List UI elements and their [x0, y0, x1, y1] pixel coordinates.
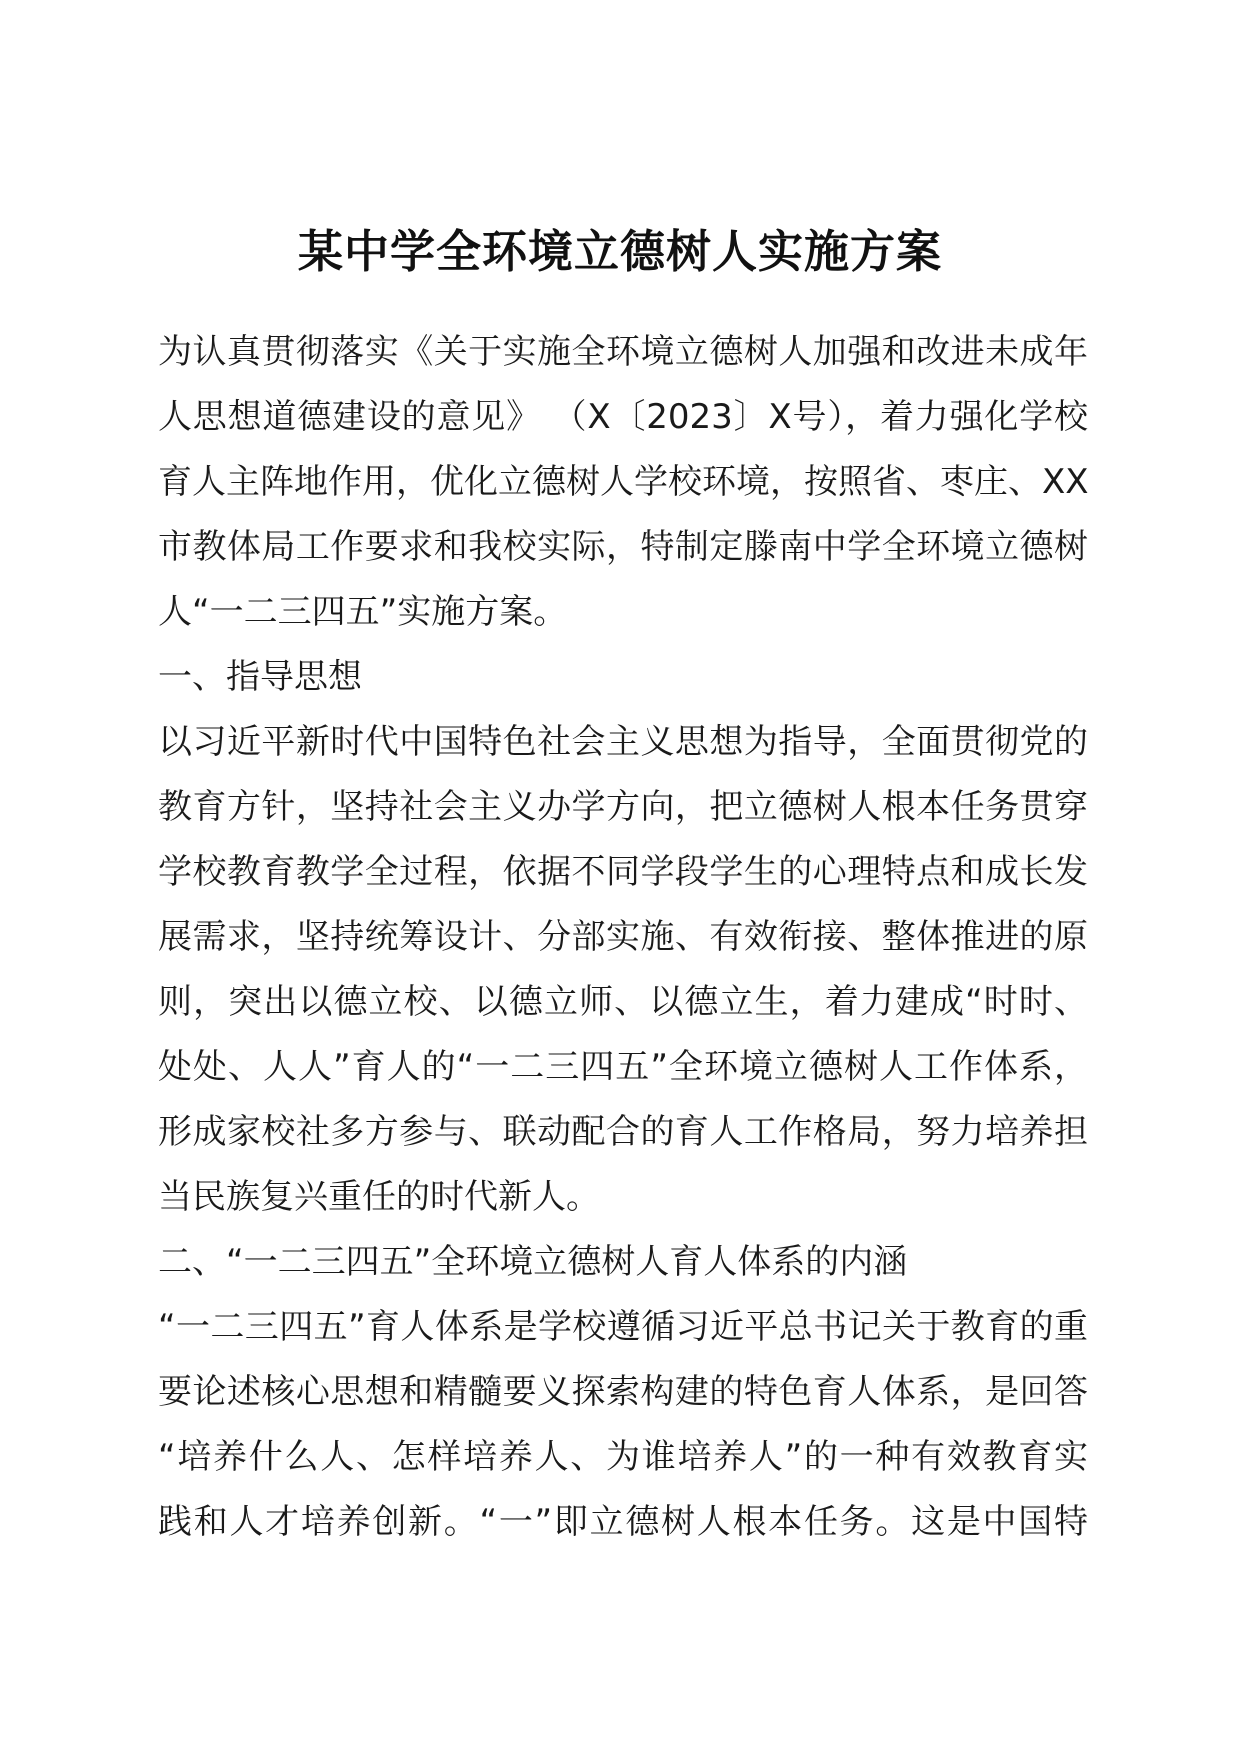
- body-line: 一、指导思想: [158, 657, 362, 697]
- body-line: 展需求，坚持统筹设计、分部实施、有效衔接、整体推进的原: [158, 917, 1088, 957]
- body-line: 践和人才培养创新。“一”即立德树人根本任务。这是中国特: [158, 1502, 1088, 1542]
- document-body: [158, 320, 1088, 1555]
- body-line: 为认真贯彻落实《关于实施全环境立德树人加强和改进未成年: [158, 332, 1088, 372]
- document-title: 某中学全环境立德树人实施方案: [297, 225, 942, 278]
- body-line: 市教体局工作要求和我校实际，特制定滕南中学全环境立德树: [158, 527, 1088, 567]
- body-line: 处处、人人”育人的“一二三四五”全环境立德树人工作体系，: [158, 1047, 1088, 1087]
- body-line: 人思想道德建设的意见》 （X〔2023〕X号），着力强化学校: [158, 397, 1088, 437]
- body-line: 教育方针，坚持社会主义办学方向，把立德树人根本任务贯穿: [158, 787, 1088, 827]
- body-line: 要论述核心思想和精髓要义探索构建的特色育人体系，是回答: [158, 1372, 1088, 1412]
- body-line: “培养什么人、怎样培养人、为谁培养人”的一种有效教育实: [158, 1437, 1088, 1477]
- body-line: 二、“一二三四五”全环境立德树人育人体系的内涵: [158, 1242, 908, 1282]
- body-line: 以习近平新时代中国特色社会主义思想为指导，全面贯彻党的: [158, 722, 1088, 762]
- body-line: “一二三四五”育人体系是学校遵循习近平总书记关于教育的重: [158, 1307, 1088, 1347]
- body-line: 学校教育教学全过程，依据不同学段学生的心理特点和成长发: [158, 852, 1088, 892]
- body-line: 当民族复兴重任的时代新人。: [158, 1177, 600, 1217]
- body-line: 则，突出以德立校、以德立师、以德立生，着力建成“时时、: [158, 982, 1088, 1022]
- body-line: 形成家校社多方参与、联动配合的育人工作格局，努力培养担: [158, 1112, 1088, 1152]
- body-line: 育人主阵地作用，优化立德树人学校环境，按照省、枣庄、XX: [158, 462, 1089, 502]
- body-line: 人“一二三四五”实施方案。: [158, 592, 568, 632]
